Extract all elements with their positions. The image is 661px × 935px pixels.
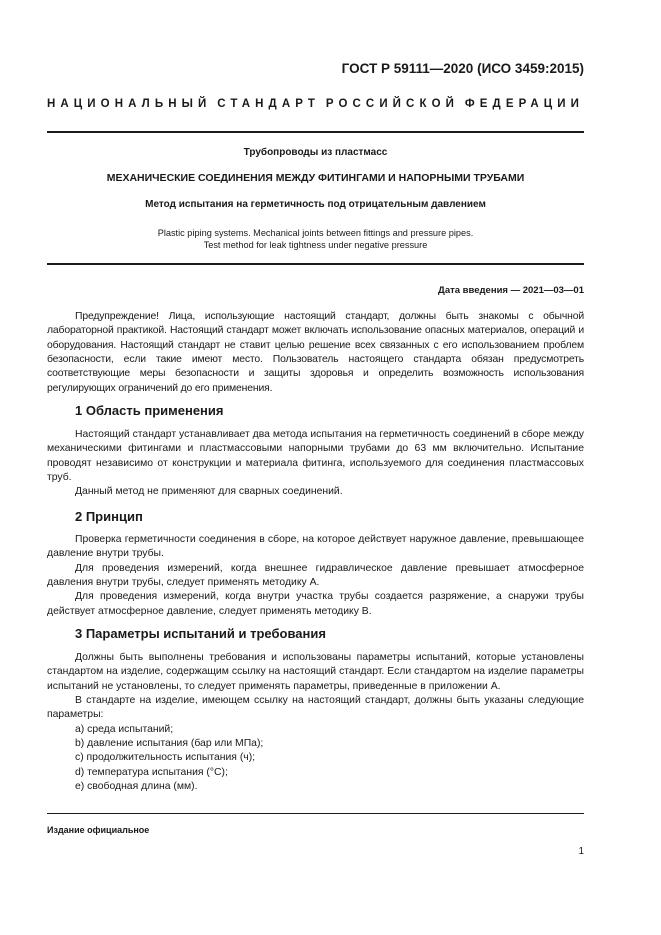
standard-code: ГОСТ Р 59111—2020 (ИСО 3459:2015) (341, 61, 584, 76)
document-title: МЕХАНИЧЕСКИЕ СОЕДИНЕНИЯ МЕЖДУ ФИТИНГАМИ И НАПОРНЫМИ ТРУБАМИ (106, 172, 525, 184)
section-heading: 2 Принцип (75, 509, 143, 524)
list-item: b) давление испытания (бар или МПа); (75, 738, 264, 750)
section-body: Настоящий стандарт устанавливает два метода испытания на герметичность соединений в сборе между механическими фитингами и пластмассовыми напорными трубами до 63 мм включительно. Испытание проводят независимо от конструкции и материала фитинга, используемого для соединения пластмассовых труб. Данный метод не применяют для сварных соединений. (47, 429, 584, 498)
list-item: c) продолжительность испытания (ч); (75, 752, 256, 764)
banner-word: НАЦИОНАЛЬНЫЙ (47, 98, 212, 110)
english-title-line: Test method for leak tightness under negative pressure (203, 239, 428, 250)
footer-divider (47, 813, 584, 814)
banner-word: СТАНДАРТ (217, 98, 320, 110)
national-standard-banner (47, 98, 584, 110)
banner-word: РОССИЙСКОЙ (325, 98, 459, 110)
list-item: a) среда испытаний; (75, 723, 174, 735)
list-item: d) температура испытания (°С); (75, 766, 228, 778)
official-edition-note: Издание официальное (47, 825, 150, 835)
english-title (47, 228, 584, 251)
header-divider (47, 131, 584, 133)
document-category: Трубопроводы из пластмасс (243, 147, 388, 158)
section-body: Должны быть выполнены требования и использованы параметры испытаний, которые установлены стандартом на изделие, содержащим ссылку на настоящий стандарт. Если стандартом на изделие параметры испытаний не установлены, то следует применять параметры, приведенные в приложении А. В стандарте на изделие, имеющем ссылку на настоящий стандарт, должны быть указаны следующие параметры: a) среда испытаний; b) давление испытания (бар или МПа); c) продолжительность испытания (ч); d) температура испытания (°С); e) свободная длина (мм). (47, 651, 584, 794)
banner-word: ФЕДЕРАЦИИ (464, 98, 584, 110)
warning-paragraph: Предупреждение! Лица, использующие настоящий стандарт, должны быть знакомы с обычной лабораторной практикой. Настоящий стандарт может включать использование опасных материалов, операций и оборудования. Настоящий стандарт не ставит целью решение всех связанных с его использованием проблем безопасности, если такие имеют место. Пользователь настоящего стандарта обязан предусмотреть соответствующие меры безопасности и защиты здоровья и определить возможность использования регулирующих ограничений до его применения. (47, 311, 584, 394)
section-heading: 1 Область применения (75, 403, 224, 418)
english-title-line: Plastic piping systems. Mechanical joints between fittings and pressure pipes. (157, 228, 474, 238)
title-divider (47, 263, 584, 265)
section-body: Проверка герметичности соединения в сборе, на которое действует наружное давление, превышающее давление внутри трубы. Для проведения измерений, когда внешнее гидравлическое давление превышает атмосферное давления внутри трубы, следует применять методику А. Для проведения измерений, когда внутри участка трубы создается разряжение, а снаружи трубы действует атмосферное давление, следует применять методику В. (47, 534, 584, 617)
document-subtitle: Метод испытания на герметичность под отрицательным давлением (145, 199, 486, 210)
list-item: e) свободная длина (мм). (75, 781, 198, 793)
section-heading: 3 Параметры испытаний и требования (75, 626, 326, 641)
effective-date: Дата введения — 2021—03—01 (438, 285, 584, 296)
page-number: 1 (578, 846, 584, 857)
